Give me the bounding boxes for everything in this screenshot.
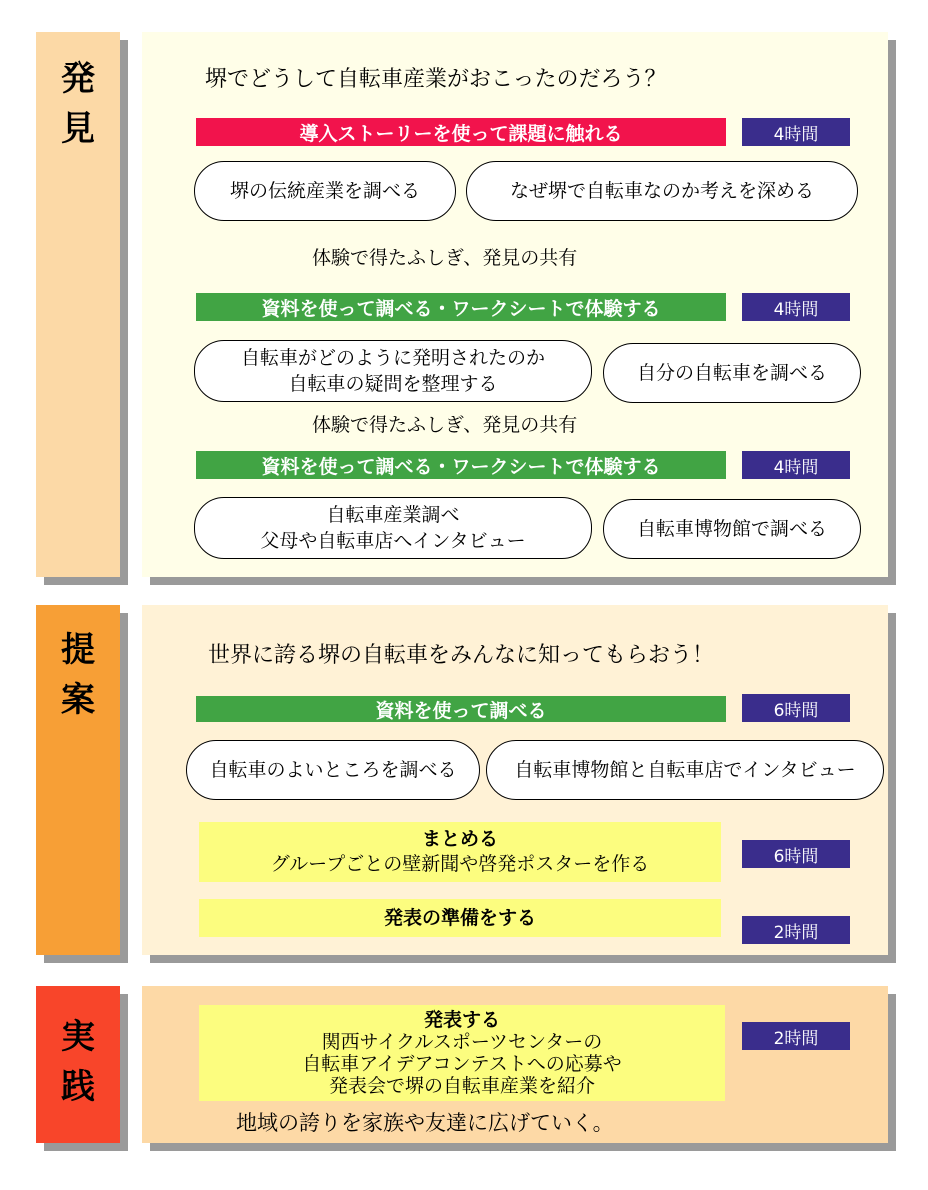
discover-step3-pill-2 <box>603 499 861 559</box>
pill-text: 自転車博物館で調べる <box>636 518 827 540</box>
discover-step2-bar: 資料を使って調べる・ワークシートで体験する <box>196 293 726 321</box>
box-line-2: 自転車アイデアコンテストへの応募や <box>302 1053 622 1075</box>
discover-step1-hours: 4時間 <box>742 118 850 146</box>
box-title: 発表する <box>423 1009 500 1031</box>
pill-text: 堺の伝統産業を調べる <box>229 180 420 202</box>
propose-step1-hours: 6時間 <box>742 694 850 722</box>
practice-hours: 2時間 <box>742 1022 850 1050</box>
propose-step2-hours: 6時間 <box>742 840 850 868</box>
box-text: グループごとの壁新聞や啓発ポスターを作る <box>270 853 650 875</box>
phase-label-discover-text: 発見 <box>61 59 95 149</box>
box-title: まとめる <box>421 828 498 850</box>
propose-step3-box <box>199 899 721 937</box>
discover-share-1: 体験で得たふしぎ、発見の共有 <box>312 247 578 269</box>
discover-share-2: 体験で得たふしぎ、発見の共有 <box>312 414 578 436</box>
discover-step1-pill-2 <box>466 161 858 221</box>
box-line-3: 発表会で堺の自転車産業を紹介 <box>328 1075 595 1097</box>
pill-line-1: 自転車がどのように発明されたのか <box>240 347 545 369</box>
pill-text: なぜ堺で自転車なのか考えを深める <box>509 180 814 202</box>
discover-step3-hours: 4時間 <box>742 451 850 479</box>
pill-line-2: 父母や自転車店へインタビュー <box>260 530 526 552</box>
propose-heading: 世界に誇る堺の自転車をみんなに知ってもらおう！ <box>208 643 715 668</box>
discover-step3-pill-1 <box>194 497 592 559</box>
discover-step3-bar: 資料を使って調べる・ワークシートで体験する <box>196 451 726 479</box>
practice-box <box>199 1005 725 1101</box>
phase-label-practice <box>36 986 120 1143</box>
propose-step1-pill-1 <box>186 740 480 800</box>
box-title: 発表の準備をする <box>383 906 536 929</box>
discover-step2-pill-2 <box>603 343 861 403</box>
discover-step2-hours: 4時間 <box>742 293 850 321</box>
pill-line-1: 自転車産業調べ <box>326 504 460 526</box>
discover-heading: 堺でどうして自転車産業がおこったのだろう？ <box>205 67 667 92</box>
propose-step1-pill-2 <box>486 740 884 800</box>
phase-label-propose-text: 提案 <box>61 630 95 720</box>
practice-footer: 地域の誇りを家族や友達に広げていく。 <box>236 1111 614 1135</box>
discover-step2-pill-1 <box>194 340 592 402</box>
discover-step1-bar: 導入ストーリーを使って課題に触れる <box>196 118 726 146</box>
propose-step3-hours: 2時間 <box>742 916 850 944</box>
box-line-1: 関西サイクルスポーツセンターの <box>321 1031 603 1053</box>
phase-label-propose <box>36 605 120 955</box>
phase-label-practice-text: 実践 <box>61 1017 95 1107</box>
pill-line-2: 自転車の疑問を整理する <box>288 373 498 395</box>
phase-label-discover <box>36 32 120 577</box>
pill-text: 自転車のよいところを調べる <box>209 759 457 781</box>
discover-step1-pill-1 <box>194 161 456 221</box>
propose-step2-box <box>199 822 721 882</box>
pill-text: 自転車博物館と自転車店でインタビュー <box>514 759 856 781</box>
propose-step1-bar: 資料を使って調べる <box>196 696 726 722</box>
pill-text: 自分の自転車を調べる <box>636 362 827 384</box>
